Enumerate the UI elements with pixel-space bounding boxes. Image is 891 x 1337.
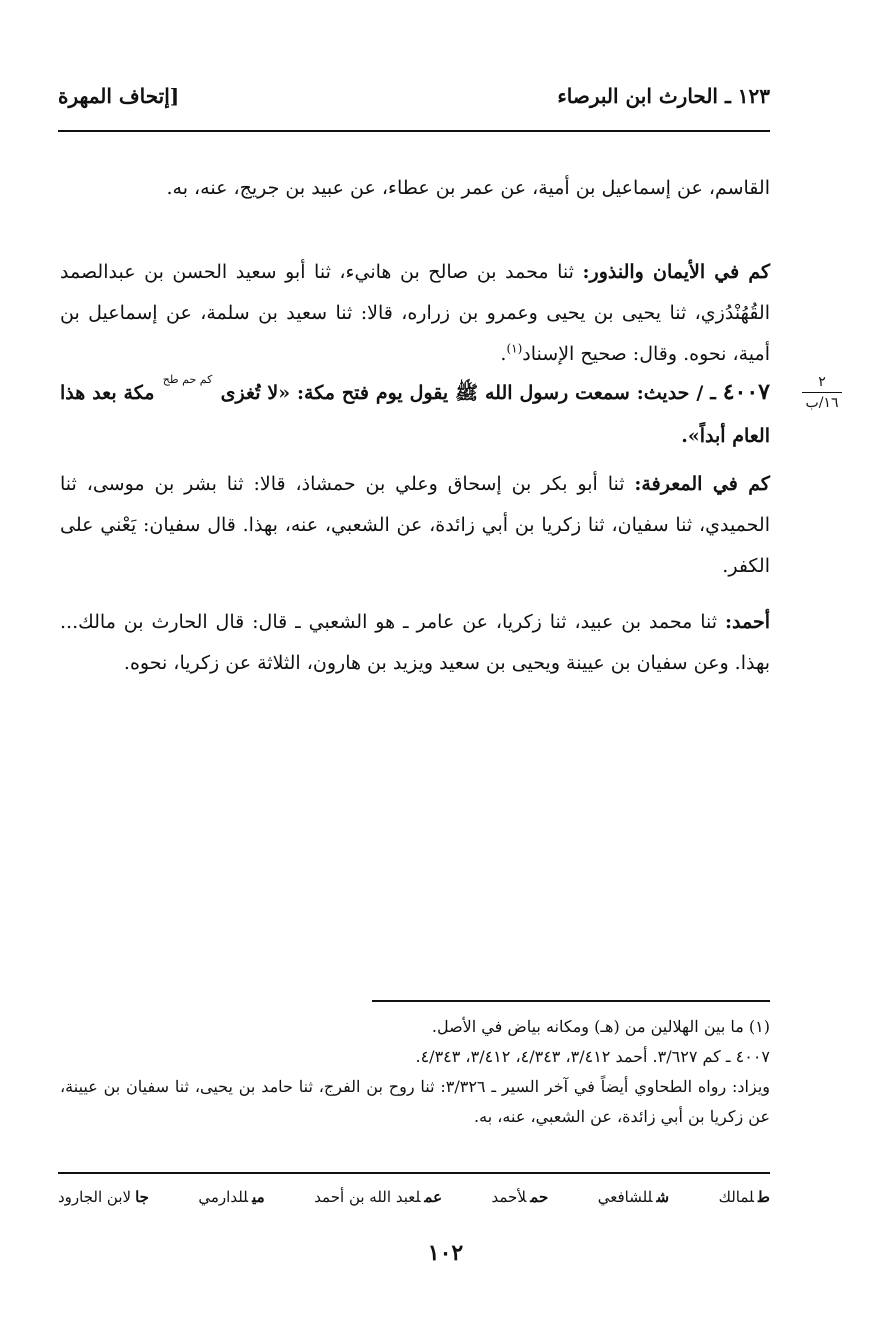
header-book-title: [إتحاف المهرة	[58, 84, 180, 108]
paragraph-text: القاسم، عن إسماعيل بن أمية، عن عمر بن عطاء، عن عبيد بن جريج، عنه، به.	[166, 177, 770, 199]
paragraph-end: .	[500, 343, 507, 365]
paragraph-mustadrak-aymaan	[60, 252, 770, 375]
hadith-text-start: حديث: سمعت رسول الله ﷺ يقول يوم فتح مكة: «لا تُغزى	[220, 382, 690, 404]
margin-note-rule	[802, 392, 842, 393]
hadith-sources-siglum: كم حم طح	[162, 373, 213, 386]
margin-folio-note	[792, 374, 852, 411]
abbrev-item: جالابن الجارود	[58, 1188, 149, 1206]
margin-note-bottom: ١٦/ب	[805, 395, 839, 411]
footnote-ref[interactable]: (١)	[506, 341, 523, 356]
hadith-text-end: مكة بعد هذا العام أبداً».	[60, 382, 770, 447]
abbreviations-legend	[58, 1188, 770, 1206]
page-number: ١٠٢	[427, 1240, 464, 1266]
margin-note-top: ٢	[818, 374, 826, 390]
paragraph-text: ثنا محمد بن عبيد، ثنا زكريا، عن عامر ـ هو الشعبي ـ قال: قال الحارث بن مالك... بهذا. وعن سفيان بن عيينة ويحيى بن سعيد ويزيد بن هارون، الثلاثة عن زكريا، نحوه.	[60, 611, 770, 674]
paragraph-chain-end	[60, 168, 770, 209]
hadith-entry	[60, 372, 770, 457]
paragraph-text: ثنا أبو بكر بن إسحاق وعلي بن حمشاذ، قالا: ثنا بشر بن موسى، ثنا الحميدي، ثنا سفيان، ثنا زكريا بن أبي زائدة، عن الشعبي، عنه، بهذا. قال سفيان: يَعْني على الكفر.	[60, 473, 770, 577]
source-lead: كم في الأيمان والنذور:	[582, 261, 771, 283]
footnote-1: (١) ما بين الهلالين من (هـ) ومكانه بياض في الأصل.	[431, 1017, 770, 1036]
paragraph-ahmad	[60, 602, 770, 684]
hadith-separator: ـ /	[689, 382, 723, 404]
abbrev-item: عملعبد الله بن أحمد	[314, 1188, 443, 1206]
abbrev-item: طلمالك	[718, 1188, 770, 1206]
footnotes	[60, 1012, 770, 1132]
header-chapter-title: ١٢٣ ـ الحارث ابن البرصاء	[557, 84, 770, 108]
abbreviations-divider	[58, 1172, 770, 1174]
header-divider	[58, 130, 770, 132]
footnote-divider	[372, 1000, 770, 1002]
abbrev-item: شللشافعي	[597, 1188, 670, 1206]
footnote-references: ٤٠٠٧ ـ كم ٣/٦٢٧. أحمد ٣/٤١٢، ٤/٣٤٣، ٣/٤١٢، ٤/٣٤٣.	[415, 1047, 770, 1066]
abbrev-item: حملأحمد	[491, 1188, 549, 1206]
running-header	[58, 78, 770, 118]
paragraph-text: ثنا محمد بن صالح بن هانيء، ثنا أبو سعيد الحسن بن عبدالصمد القُهُنْدُزي، ثنا يحيى بن يحيى وعمرو بن زراره، قالا: ثنا سعيد بن سلمة، عن إسماعيل بن أمية، نحوه. وقال: صحيح الإسناد	[60, 261, 770, 365]
source-lead: كم في المعرفة:	[634, 473, 770, 495]
abbrev-item: ميللدارمي	[198, 1188, 265, 1206]
hadith-number: ٤٠٠٧	[722, 379, 770, 405]
footnote-addition: ويزاد: رواه الطحاوي أيضاً في آخر السير ـ ٣/٣٢٦: ثنا روح بن الفرج، ثنا حامد بن يحيى، ثنا سفيان بن عيينة، عن زكريا بن أبي زائدة، عن الشعبي، عنه، به.	[60, 1077, 770, 1126]
source-lead: أحمد:	[725, 611, 770, 633]
paragraph-mustadrak-marifa	[60, 464, 770, 587]
